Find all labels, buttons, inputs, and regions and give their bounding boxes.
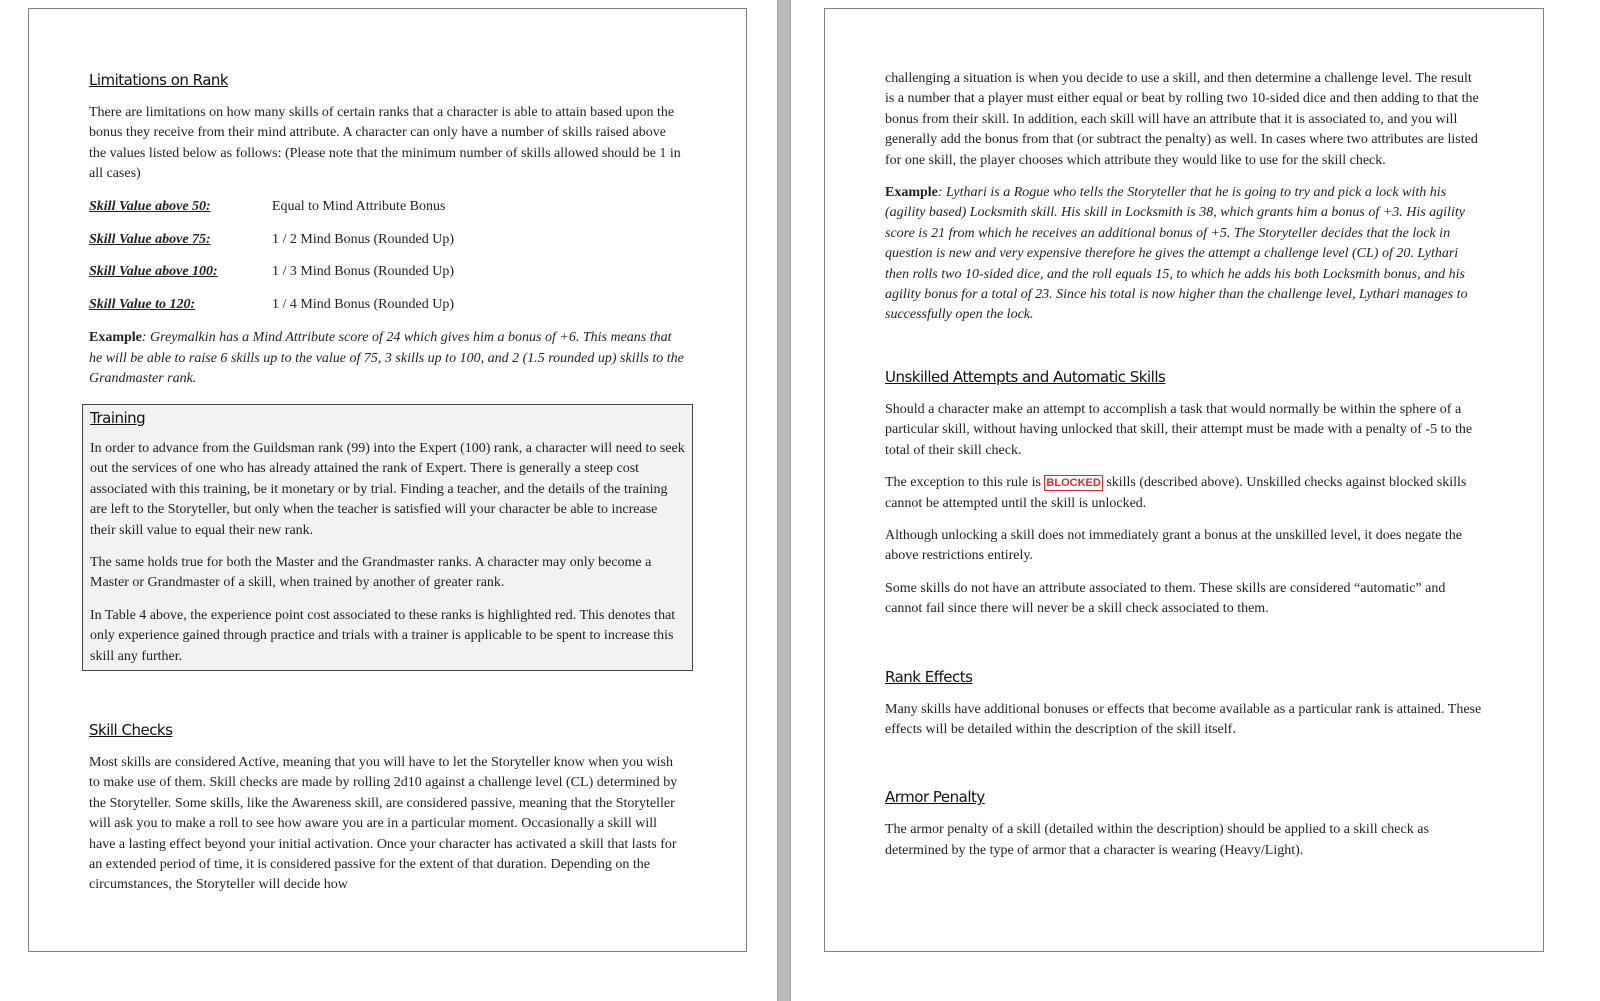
rank-effects-paragraph: Many skills have additional bonuses or effects that become available as a particular rank is attained. These effects will be detailed within the description of the skill itself. [885, 701, 1482, 737]
limit-label: Skill Value above 75: [89, 231, 211, 247]
training-box [82, 404, 693, 671]
skill-checks-heading: Skill Checks [89, 721, 173, 739]
example-text: : Greymalkin has a Mind Attribute score of 24 which gives him a bonus of +6. This means that he will be able to raise 6 skills up to the value of 75, 3 skills up to 100, and 2 (1.5 rounded up) skills to the Grandmaster rank. [89, 330, 684, 387]
limitations-example [89, 328, 686, 389]
unskilled-exception [885, 473, 1483, 514]
spacer [885, 752, 1483, 788]
limit-row [89, 295, 686, 315]
training-paragraph: In order to advance from the Guildsman rank (99) into the Expert (100) rank, a character will need to seek out the services of one who has already attained the rank of Expert. There is generally a steep cost associated with this training, be it monetary or by trial. Finding a teacher, and the details of the training are left to the Storyteller, but only when the teacher is satisfied will your character be able to increase their skill value to equal their new rank. [90, 441, 685, 538]
spacer [885, 338, 1483, 368]
training-paragraph: In Table 4 above, the experience point cost associated to these ranks is highlighted red. This denotes that only experience gained through practice and trials with a trainer is applicable to be spent to increase this skill any further. [90, 607, 676, 664]
example-label: Example [885, 185, 938, 201]
limitations-section [89, 71, 686, 401]
blocked-badge: BLOCKED [1046, 477, 1101, 490]
unskilled-paragraph: Should a character make an attempt to accomplish a task that would normally be within the sphere of a particular skill, without having unlocked that skill, their attempt must be made with a penalty of -5 to the total of their skill check. [885, 401, 1473, 458]
limitations-intro: There are limitations on how many skills of certain ranks that a character is able to attain based upon the bonus they receive from their mind attribute. A character can only have a number of skills raised above the values listed below as follows: (Please note that the minimum number of skills allowed should be 1 in all cases) [89, 105, 681, 182]
limit-value: 1 / 3 Mind Bonus (Rounded Up) [272, 264, 454, 280]
limit-value: 1 / 2 Mind Bonus (Rounded Up) [272, 231, 454, 247]
left-page [28, 8, 747, 952]
right-page [824, 8, 1544, 952]
limit-value: 1 / 4 Mind Bonus (Rounded Up) [272, 297, 454, 313]
limit-row [89, 262, 686, 282]
armor-paragraph: The armor penalty of a skill (detailed within the description) should be applied to a skill check as determined by the type of armor that a character is wearing (Heavy/Light). [885, 822, 1429, 858]
unskilled-paragraph: Although unlocking a skill does not immediately grant a bonus at the unskilled level, it does negate the above restrictions entirely. [885, 527, 1462, 564]
page-gutter [777, 0, 791, 1001]
armor-heading: Armor Penalty [885, 788, 985, 807]
training-paragraph: The same holds true for both the Master and the Grandmaster ranks. A character may only become a Master or Grandmaster of a skill, when trained by another of greater rank. [90, 555, 652, 591]
rank-effects-heading: Rank Effects [885, 667, 973, 686]
skill-checks-section [89, 721, 686, 908]
right-content [885, 69, 1483, 873]
exception-text: skills (described above). Unskilled checks against blocked skills cannot be attempted until the skill is unlocked. [885, 475, 1467, 511]
example-text: : Lythari is a Rogue who tells the Storyteller that he is going to try and pick a lock with his (agility based) Locksmith skill. His skill in Locksmith is 38, which grants him a bonus of +3. His agility score is 21 from which he receives an additional bonus of +5. The Storyteller decides that the lock in question is new and very expensive therefore he gives the attempt a challenge level (CL) of 20. Lythari then rolls two 10-sided dice, and the roll equals 15, to which he adds his both Locksmith bonus, and his agility bonus for a total of 23. Since his total is now higher than the challenge level, Lythari manages to successfully open the lock. [885, 185, 1468, 323]
training-heading: Training [90, 409, 146, 427]
limit-row [89, 230, 686, 250]
limit-row [89, 197, 686, 217]
limit-label: Skill Value above 100: [89, 264, 218, 280]
skill-checks-continuation: challenging a situation is when you decide to use a skill, and then determine a challenge level. The result is a number that a player must either equal or beat by rolling two 10-sided dice and then adding to that the bonus from their skill. In addition, each skill will have an attribute that it is associated to, and you will generally add the bonus from that (or subtract the penalty) as well. In cases where two attributes are listed for one skill, the player chooses which attribute they would like to use for the skill check. [885, 71, 1479, 168]
limit-value: Equal to Mind Attribute Bonus [272, 198, 446, 214]
limitations-heading: Limitations on Rank [89, 71, 229, 89]
locksmith-example [885, 183, 1483, 326]
limit-label: Skill Value to 120: [89, 297, 196, 313]
unskilled-paragraph: Some skills do not have an attribute associated to them. These skills are considered “automatic” and cannot fail since there will never be a skill check associated to them. [885, 580, 1446, 617]
spacer [885, 632, 1483, 668]
unskilled-heading: Unskilled Attempts and Automatic Skills [885, 367, 1166, 386]
skill-checks-paragraph: Most skills are considered Active, meaning that you will have to let the Storyteller know when you wish to make use of them. Skill checks are made by rolling 2d10 against a challenge level (CL) determined by the Storyteller. Some skills, like the Awareness skill, are considered passive, meaning that the Storyteller will ask you to make a roll to see how aware you are in a particular moment. Occasionally a skill will have a lasting effect beyond your initial activation. Once your character has activated a skill that lasts for an extended period of time, it is considered passive for the extent of that duration. Depending on the circumstances, the Storyteller will decide how [89, 755, 678, 893]
exception-text: The exception to this rule is [885, 475, 1045, 491]
limit-label: Skill Value above 50: [89, 198, 211, 214]
example-label: Example [89, 330, 142, 346]
